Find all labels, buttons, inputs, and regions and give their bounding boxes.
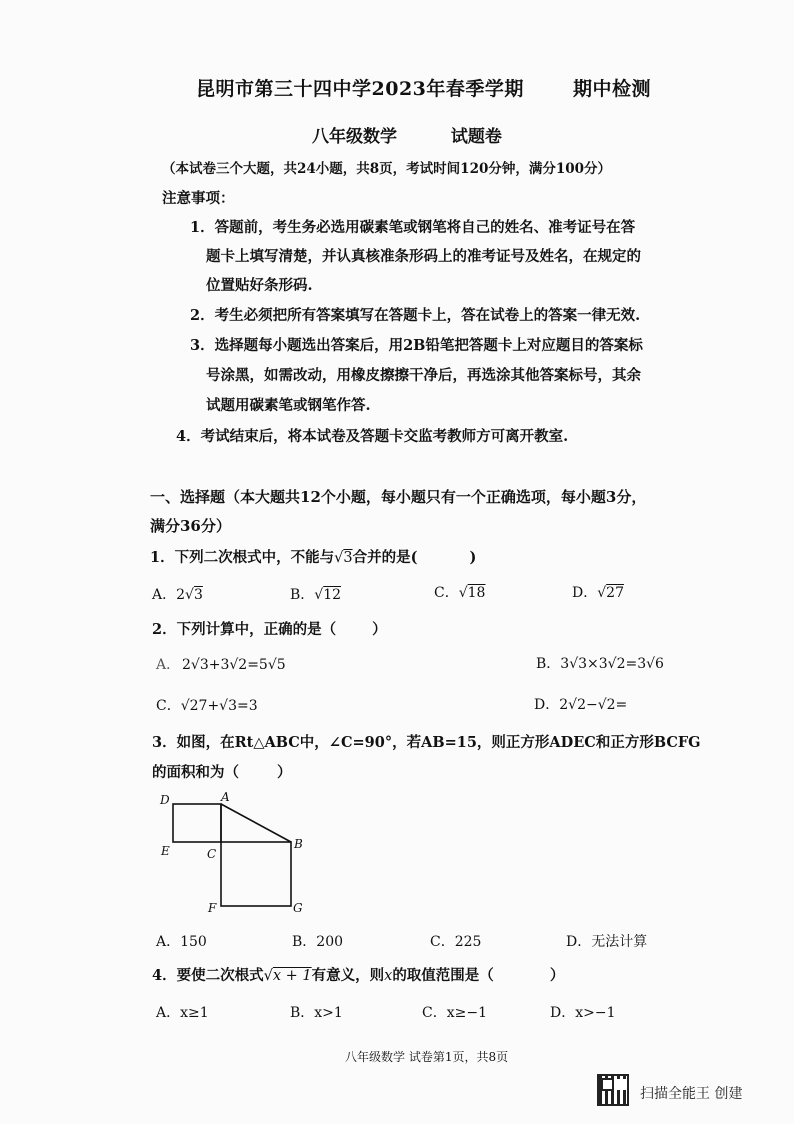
q2-option-d: D．2√2−√2= <box>534 697 628 713</box>
note-line: 试题用碳素笔或钢笔作答. <box>206 397 371 414</box>
q1-option-d: D．√27 <box>572 585 624 601</box>
note-line: 号涂黑，如需改动，用橡皮擦擦干净后，再选涂其他答案标号，其余 <box>206 367 641 384</box>
exam-title <box>196 74 651 101</box>
page-footer: 八年级数学 试卷第1页，共8页 <box>345 1050 509 1064</box>
notes-heading: 注意事项： <box>162 190 235 207</box>
question-3-stem-cont: 的面积和为（ ） <box>152 764 292 781</box>
note-line: 1．答题前，考生务必选用碳素笔或钢笔将自己的姓名、准考证号在答 <box>190 219 636 236</box>
question-1-stem: 1．下列二次根式中，不能与√3合并的是( ) <box>150 549 477 566</box>
section-heading-cont: 满分36分） <box>150 517 231 535</box>
qr-code-icon <box>597 1074 629 1106</box>
scanner-watermark: 扫描全能王 创建 <box>640 1086 743 1102</box>
label-g: G <box>293 901 303 915</box>
exam-subtitle <box>312 122 502 147</box>
note-line: 2．考生必须把所有答案填写在答题卡上，答在试卷上的答案一律无效. <box>190 307 641 324</box>
subtitle-paper: 试题卷 <box>450 127 502 147</box>
note-line: 4．考试结束后，将本试卷及答题卡交监考教师方可离开教室. <box>176 428 569 445</box>
note-line: 题卡上填写清楚，并认真核准条形码上的准考证号及姓名，在规定的 <box>206 248 641 265</box>
title-exam-type: 期中检测 <box>573 78 652 100</box>
section-heading: 一、选择题（本大题共12个小题，每小题只有一个正确选项，每小题3分， <box>150 488 647 506</box>
question-2-stem: 2．下列计算中，正确的是（ ） <box>152 621 387 638</box>
label-c: C <box>207 847 217 861</box>
q3-option-d: D．无法计算 <box>566 934 648 950</box>
title-school: 昆明市第三十四中学2023年春季学期 <box>196 78 524 100</box>
q4-option-a: A．x≥1 <box>156 1005 209 1021</box>
label-d: D <box>160 793 170 807</box>
q1-option-b: B．√12 <box>290 587 342 603</box>
square-bcfg <box>221 842 291 906</box>
label-e: E <box>161 844 170 858</box>
q4-option-c: C．x≥−1 <box>422 1005 487 1021</box>
question-4-stem: 4．要使二次根式√x + 1有意义，则x的取值范围是（ ） <box>152 967 565 984</box>
q3-option-c: C．225 <box>430 934 482 950</box>
q1-option-c: C．√18 <box>434 585 486 601</box>
q4-option-d: D．x>−1 <box>550 1005 616 1021</box>
note-line: 3．选择题每小题选出答案后，用2B铅笔把答题卡上对应题目的答案标 <box>190 337 643 354</box>
label-f: F <box>208 901 217 915</box>
label-a: A <box>221 790 230 804</box>
q4-option-b: B．x>1 <box>290 1005 343 1021</box>
question-3-stem: 3．如图，在Rt△ABC中，∠C=90°，若AB=15，则正方形ADEC和正方形BCFG <box>152 734 701 751</box>
q2-option-b: B．3√3×3√2=3√6 <box>536 656 664 672</box>
q2-option-c: C．√27+√3=3 <box>156 698 258 714</box>
label-b: B <box>294 837 303 851</box>
q3-option-a: A．150 <box>156 934 207 950</box>
q1-option-a: A．2√3 <box>152 587 203 603</box>
q3-geometry-figure <box>150 788 320 918</box>
subtitle-subject: 八年级数学 <box>312 127 397 147</box>
exam-info: （本试卷三个大题，共24小题，共8页，考试时间120分钟，满分100分） <box>162 161 612 177</box>
segment-ab <box>221 804 291 842</box>
note-line: 位置贴好条形码. <box>206 277 313 294</box>
q3-option-b: B．200 <box>292 934 344 950</box>
square-adec <box>173 804 221 842</box>
q2-option-a: A． 2√3+3√2=5√5 <box>156 657 286 673</box>
